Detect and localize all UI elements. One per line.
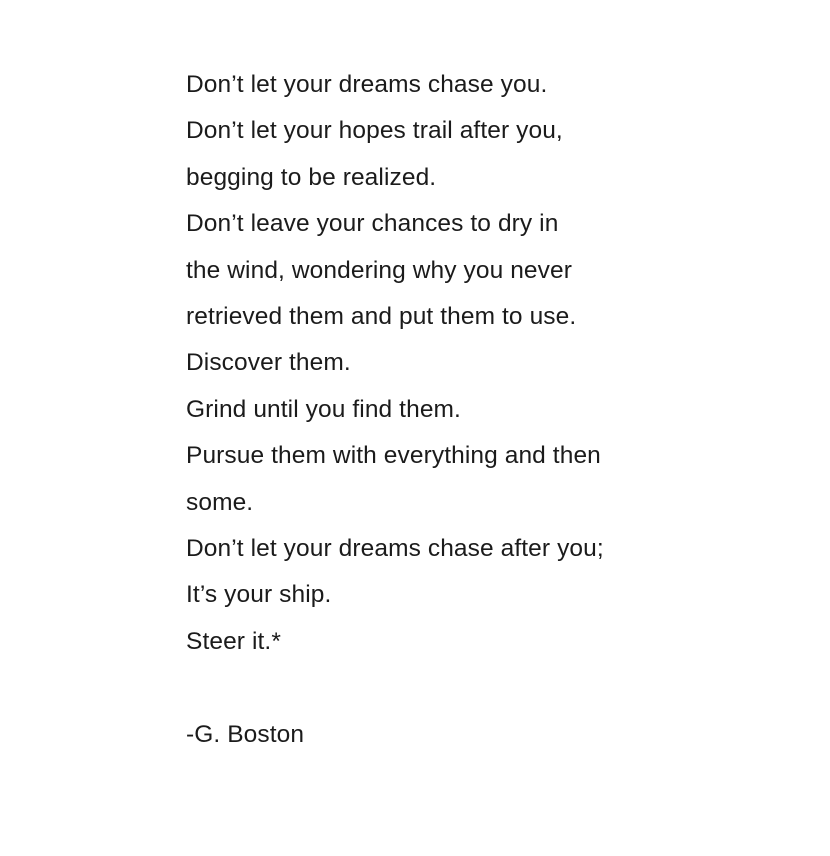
poem-line: Don’t leave your chances to dry in [186,210,559,238]
poem-block [186,62,746,758]
poem-line: Don’t let your dreams chase you. [186,71,548,98]
poem-line: Don’t let your dreams chase after you; [186,535,604,563]
poem-line: retrieved them and put them to use. [186,303,577,331]
poem-line: Grind until you find them. [186,395,461,423]
poem-line: Don’t let your hopes trail after you, [186,117,563,145]
poem-line: Pursue them with everything and then [186,442,601,470]
poem-line: the wind, wondering why you never [186,256,572,284]
poem-line: Discover them. [186,349,351,377]
poem-line: It’s your ship. [186,581,332,609]
poem-line: some. [186,488,254,516]
stanza-break [186,665,746,711]
poem-line: begging to be realized. [186,163,437,191]
poem-line: Steer it.* [186,627,281,655]
poem-attribution: -G. Boston [186,720,305,748]
